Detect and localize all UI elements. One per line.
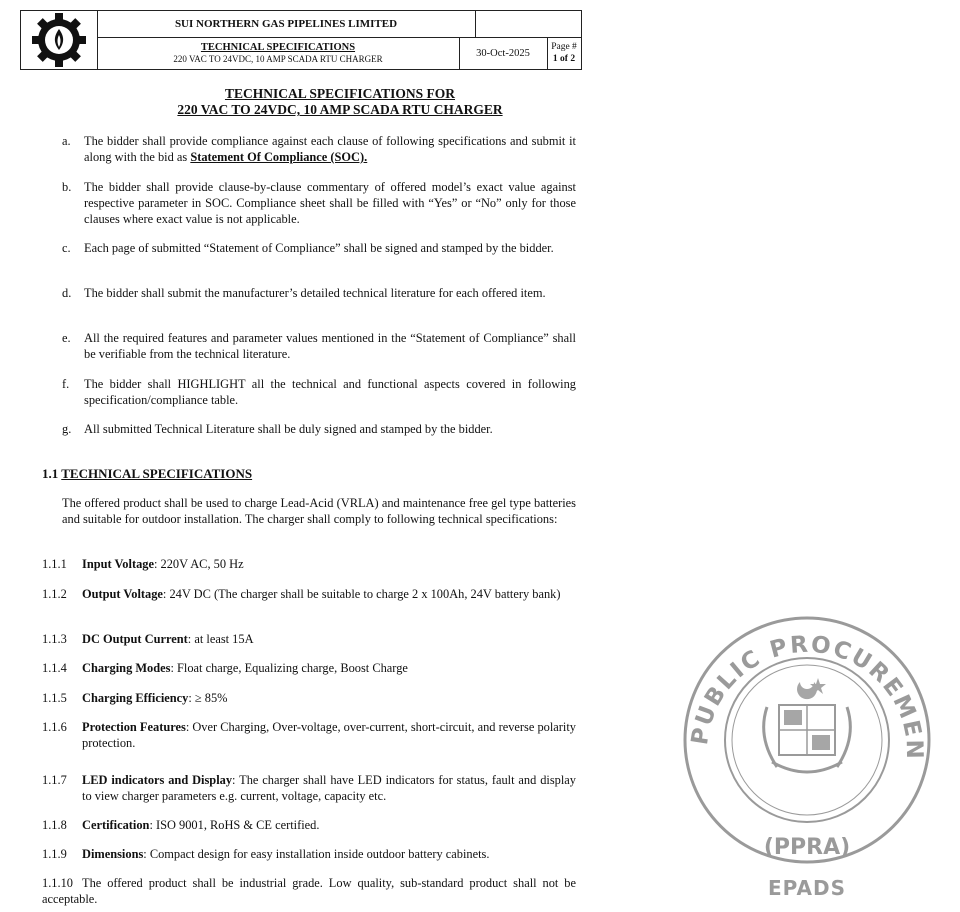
spec-item-1-1-6 <box>42 720 576 752</box>
spec-key: Certification <box>82 818 150 832</box>
spec-item-1-1-7 <box>42 773 576 805</box>
clause-label: g. <box>62 422 72 436</box>
spec-value: : Float charge, Equalizing charge, Boost Charge <box>170 661 408 675</box>
gear-logo-icon <box>21 11 97 69</box>
spec-number: 1.1.5 <box>42 691 67 705</box>
spec-key: DC Output Current <box>82 632 188 646</box>
spec-number: 1.1.8 <box>42 818 67 832</box>
page-title-line-1: TECHNICAL SPECIFICATIONS FOR <box>224 86 456 101</box>
spec-value: : 220V AC, 50 Hz <box>153 557 244 571</box>
spec-value: : ≥ 85% <box>188 691 228 705</box>
clause-label: c. <box>62 241 71 255</box>
spec-number: 1.1.9 <box>42 847 67 861</box>
stamp-abbrev: (PPRA) <box>763 835 851 860</box>
spec-item-1-1-9 <box>42 847 576 863</box>
page-number <box>547 38 581 69</box>
header-document-title <box>97 38 460 69</box>
company-name: SUI NORTHERN GAS PIPELINES LIMITED <box>97 11 476 38</box>
clause-text: Each page of submitted “Statement of Compliance” shall be signed and stamped by the bidder. <box>84 241 554 255</box>
spec-number: 1.1.10 <box>42 876 73 890</box>
spec-value: : ISO 9001, RoHS & CE certified. <box>149 818 320 832</box>
spec-value: : The charger shall have LED indicators for status, fault and display to view charger parameters e.g. current, voltage, capacity etc. <box>82 773 576 803</box>
spec-item-1-1-1 <box>42 557 576 573</box>
spec-key: LED indicators and Display <box>82 773 233 787</box>
clause-label: b. <box>62 180 72 194</box>
spec-number: 1.1.1 <box>42 557 67 571</box>
clause-c <box>62 241 576 257</box>
spec-item-1-1-4 <box>42 661 576 677</box>
spec-item-1-1-2 <box>42 587 576 603</box>
spec-number: 1.1.2 <box>42 587 67 601</box>
clause-a <box>62 134 576 166</box>
stamp-epads: EPADS <box>768 876 846 900</box>
clause-e <box>62 331 576 363</box>
spec-number: 1.1.4 <box>42 661 67 675</box>
header-title: TECHNICAL SPECIFICATIONS <box>200 42 356 53</box>
ppra-seal-icon <box>672 612 942 902</box>
page-value: 1 of 2 <box>552 54 576 64</box>
clause-f <box>62 377 576 409</box>
clause-d <box>62 286 576 302</box>
clause-text: The bidder shall HIGHLIGHT all the technical and functional aspects covered in following specification/compliance table. <box>84 377 576 407</box>
company-logo <box>21 11 98 69</box>
spec-number: 1.1.7 <box>42 773 67 787</box>
spec-number: 1.1.6 <box>42 720 67 734</box>
clause-label: f. <box>62 377 70 391</box>
clause-label: d. <box>62 286 72 300</box>
soc-emphasis: Statement Of Compliance (SOC). <box>190 149 368 164</box>
page-title-line-2: 220 VAC TO 24VDC, 10 AMP SCADA RTU CHARGER <box>177 102 503 117</box>
document-header <box>20 10 582 70</box>
spec-value: : 24V DC (The charger shall be suitable to charge 2 x 100Ah, 24V battery bank) <box>162 587 561 601</box>
spec-key: Input Voltage <box>82 557 154 571</box>
spec-value: : Compact design for easy installation inside outdoor battery cabinets. <box>143 847 490 861</box>
spec-item-1-1-10 <box>42 876 576 908</box>
spec-key: Output Voltage <box>82 587 163 601</box>
spec-value: : Over Charging, Over-voltage, over-current, short-circuit, and reverse polarity protection. <box>82 720 577 750</box>
header-blank-cell <box>475 11 581 38</box>
section-title: TECHNICAL SPECIFICATIONS <box>61 466 253 481</box>
spec-key: Protection Features <box>82 720 186 734</box>
spec-key: Dimensions <box>82 847 144 861</box>
page-title <box>60 86 620 118</box>
clause-text: The bidder shall provide compliance against each clause of following specifications and submit it along with the bid as <box>84 134 576 164</box>
section-heading <box>42 466 252 482</box>
section-intro: The offered product shall be used to charge Lead-Acid (VRLA) and maintenance free gel type batteries and suitable for outdoor installation. The charger shall comply to following technical specifications: <box>62 496 576 526</box>
header-subtitle: 220 VAC TO 24VDC, 10 AMP SCADA RTU CHARGER <box>173 54 383 64</box>
section-number: 1.1 <box>42 466 59 481</box>
clause-g <box>62 422 576 438</box>
spec-number: 1.1.3 <box>42 632 67 646</box>
clause-text: All submitted Technical Literature shall be duly signed and stamped by the bidder. <box>84 422 493 436</box>
spec-key: Charging Modes <box>82 661 171 675</box>
clause-text: The bidder shall submit the manufacturer’s detailed technical literature for each offered item. <box>84 286 546 300</box>
spec-value: The offered product shall be industrial grade. Low quality, sub-standard product shall not be acceptable. <box>42 876 576 906</box>
header-date: 30-Oct-2025 <box>459 38 548 69</box>
clause-label: a. <box>62 134 71 148</box>
spec-item-1-1-8 <box>42 818 576 834</box>
spec-value: : at least 15A <box>187 632 254 646</box>
ppra-stamp <box>672 612 942 902</box>
spec-item-1-1-3 <box>42 632 576 648</box>
clause-label: e. <box>62 331 71 345</box>
page-label: Page # <box>551 42 577 52</box>
clause-text: All the required features and parameter values mentioned in the “Statement of Compliance” shall be verifiable from the technical literature. <box>84 331 576 361</box>
clause-b <box>62 180 576 227</box>
spec-key: Charging Efficiency <box>82 691 189 705</box>
clause-text: The bidder shall provide clause-by-clause commentary of offered model’s exact value against respective parameter in SOC. Compliance sheet shall be filled with “Yes” or “No” only for those clauses where exact value is not applicable. <box>84 180 576 226</box>
spec-item-1-1-5 <box>42 691 576 707</box>
svg-text:PUBLIC PROCUREMENT REGULATORY: PUBLIC PROCUREMEN <box>686 631 928 761</box>
